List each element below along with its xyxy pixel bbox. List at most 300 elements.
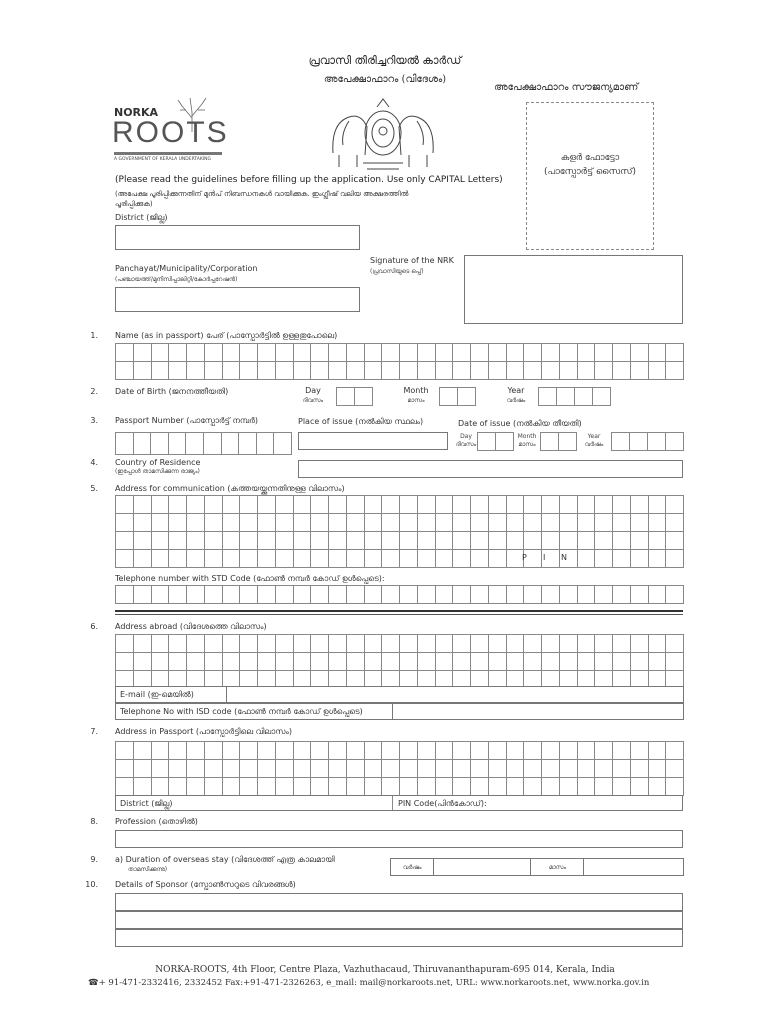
char-cell[interactable] <box>257 343 276 362</box>
char-cell[interactable] <box>115 343 134 362</box>
char-cell[interactable] <box>364 634 383 653</box>
dob-year-grid[interactable] <box>538 387 610 405</box>
char-cell[interactable] <box>151 759 170 778</box>
char-cell[interactable] <box>381 549 400 568</box>
char-cell[interactable] <box>133 495 152 514</box>
char-cell[interactable] <box>470 741 489 760</box>
char-cell[interactable] <box>648 634 667 653</box>
char-cell[interactable] <box>275 361 294 380</box>
char-cell[interactable] <box>204 361 223 380</box>
char-cell[interactable] <box>559 513 578 532</box>
char-cell[interactable] <box>310 634 329 653</box>
char-cell[interactable] <box>541 513 560 532</box>
char-cell[interactable] <box>470 549 489 568</box>
char-cell[interactable] <box>151 549 170 568</box>
char-cell[interactable] <box>364 585 383 604</box>
char-cell[interactable] <box>594 759 613 778</box>
char-cell[interactable] <box>186 361 205 380</box>
char-cell[interactable] <box>452 634 471 653</box>
char-cell[interactable] <box>577 549 596 568</box>
char-cell[interactable] <box>275 777 294 796</box>
char-cell[interactable] <box>204 777 223 796</box>
char-cell[interactable] <box>133 652 152 671</box>
char-cell[interactable] <box>470 777 489 796</box>
char-cell[interactable] <box>506 741 525 760</box>
char-cell[interactable] <box>435 652 454 671</box>
char-cell[interactable] <box>594 343 613 362</box>
char-cell[interactable] <box>381 343 400 362</box>
char-cell[interactable] <box>151 531 170 550</box>
char-cell[interactable] <box>186 531 205 550</box>
issue-month-grid[interactable] <box>540 432 576 450</box>
char-cell[interactable] <box>293 741 312 760</box>
char-cell[interactable] <box>457 387 476 406</box>
char-cell[interactable] <box>559 585 578 604</box>
char-cell[interactable] <box>523 585 542 604</box>
char-cell[interactable] <box>151 361 170 380</box>
char-cell[interactable] <box>222 513 241 532</box>
char-cell[interactable] <box>168 759 187 778</box>
char-cell[interactable] <box>310 741 329 760</box>
char-cell[interactable] <box>151 585 170 604</box>
char-cell[interactable] <box>399 634 418 653</box>
char-cell[interactable] <box>523 495 542 514</box>
char-cell[interactable] <box>594 652 613 671</box>
char-cell[interactable] <box>346 531 365 550</box>
char-cell[interactable] <box>523 759 542 778</box>
char-cell[interactable] <box>346 549 365 568</box>
char-cell[interactable] <box>168 585 187 604</box>
char-cell[interactable] <box>381 513 400 532</box>
char-cell[interactable] <box>168 634 187 653</box>
char-cell[interactable] <box>238 432 257 455</box>
char-cell[interactable] <box>115 361 134 380</box>
char-cell[interactable] <box>417 759 436 778</box>
sponsor-field-2[interactable] <box>115 911 683 929</box>
char-cell[interactable] <box>506 531 525 550</box>
char-cell[interactable] <box>488 652 507 671</box>
char-cell[interactable] <box>417 531 436 550</box>
char-cell[interactable] <box>115 531 134 550</box>
char-cell[interactable] <box>523 777 542 796</box>
char-cell[interactable] <box>204 513 223 532</box>
char-cell[interactable] <box>435 343 454 362</box>
char-cell[interactable] <box>222 361 241 380</box>
char-cell[interactable] <box>239 741 258 760</box>
char-cell[interactable] <box>399 343 418 362</box>
char-cell[interactable] <box>435 634 454 653</box>
char-cell[interactable] <box>612 361 631 380</box>
char-cell[interactable] <box>151 513 170 532</box>
char-cell[interactable] <box>293 777 312 796</box>
char-cell[interactable] <box>381 759 400 778</box>
char-cell[interactable] <box>399 513 418 532</box>
char-cell[interactable] <box>293 531 312 550</box>
signature-field[interactable] <box>464 255 683 324</box>
char-cell[interactable] <box>435 585 454 604</box>
passport-address-grid[interactable] <box>115 741 683 795</box>
char-cell[interactable] <box>364 549 383 568</box>
char-cell[interactable] <box>594 585 613 604</box>
char-cell[interactable] <box>239 495 258 514</box>
char-cell[interactable] <box>470 652 489 671</box>
char-cell[interactable] <box>293 634 312 653</box>
char-cell[interactable] <box>310 513 329 532</box>
char-cell[interactable] <box>151 495 170 514</box>
char-cell[interactable] <box>630 652 649 671</box>
char-cell[interactable] <box>239 513 258 532</box>
char-cell[interactable] <box>630 495 649 514</box>
char-cell[interactable] <box>452 495 471 514</box>
char-cell[interactable] <box>204 652 223 671</box>
char-cell[interactable] <box>328 495 347 514</box>
char-cell[interactable] <box>665 343 684 362</box>
char-cell[interactable] <box>647 432 666 451</box>
char-cell[interactable] <box>452 777 471 796</box>
char-cell[interactable] <box>577 741 596 760</box>
char-cell[interactable] <box>612 495 631 514</box>
char-cell[interactable] <box>594 531 613 550</box>
char-cell[interactable] <box>559 495 578 514</box>
char-cell[interactable] <box>435 495 454 514</box>
char-cell[interactable] <box>222 777 241 796</box>
char-cell[interactable] <box>435 759 454 778</box>
char-cell[interactable] <box>488 759 507 778</box>
district-field[interactable] <box>115 225 360 250</box>
char-cell[interactable] <box>364 343 383 362</box>
char-cell[interactable] <box>417 549 436 568</box>
char-cell[interactable] <box>133 585 152 604</box>
char-cell[interactable] <box>186 549 205 568</box>
char-cell[interactable] <box>257 495 276 514</box>
char-cell[interactable] <box>133 531 152 550</box>
char-cell[interactable] <box>168 777 187 796</box>
char-cell[interactable] <box>488 531 507 550</box>
char-cell[interactable] <box>523 634 542 653</box>
char-cell[interactable] <box>204 759 223 778</box>
char-cell[interactable] <box>470 585 489 604</box>
char-cell[interactable] <box>222 652 241 671</box>
char-cell[interactable] <box>470 343 489 362</box>
char-cell[interactable] <box>577 777 596 796</box>
char-cell[interactable] <box>506 652 525 671</box>
char-cell[interactable] <box>186 343 205 362</box>
char-cell[interactable] <box>257 585 276 604</box>
char-cell[interactable] <box>594 361 613 380</box>
char-cell[interactable] <box>168 495 187 514</box>
char-cell[interactable] <box>630 585 649 604</box>
char-cell[interactable] <box>346 652 365 671</box>
char-cell[interactable] <box>381 634 400 653</box>
char-cell[interactable] <box>204 495 223 514</box>
email-field[interactable] <box>226 686 684 703</box>
char-cell[interactable] <box>612 741 631 760</box>
char-cell[interactable] <box>168 531 187 550</box>
char-cell[interactable] <box>559 343 578 362</box>
char-cell[interactable] <box>488 634 507 653</box>
char-cell[interactable] <box>630 361 649 380</box>
char-cell[interactable] <box>328 585 347 604</box>
panchayat-field[interactable] <box>115 287 360 312</box>
char-cell[interactable] <box>612 531 631 550</box>
char-cell[interactable] <box>648 513 667 532</box>
char-cell[interactable] <box>185 432 204 455</box>
char-cell[interactable] <box>328 361 347 380</box>
char-cell[interactable] <box>133 513 152 532</box>
char-cell[interactable] <box>239 549 258 568</box>
char-cell[interactable] <box>506 343 525 362</box>
char-cell[interactable] <box>470 361 489 380</box>
char-cell[interactable] <box>275 513 294 532</box>
char-cell[interactable] <box>275 549 294 568</box>
char-cell[interactable] <box>523 343 542 362</box>
char-cell[interactable] <box>648 777 667 796</box>
char-cell[interactable] <box>594 741 613 760</box>
char-cell[interactable] <box>133 777 152 796</box>
char-cell[interactable] <box>665 652 684 671</box>
char-cell[interactable] <box>239 652 258 671</box>
char-cell[interactable] <box>150 432 169 455</box>
char-cell[interactable] <box>115 741 134 760</box>
char-cell[interactable] <box>293 495 312 514</box>
char-cell[interactable] <box>186 759 205 778</box>
char-cell[interactable] <box>186 741 205 760</box>
char-cell[interactable] <box>204 343 223 362</box>
char-cell[interactable] <box>293 513 312 532</box>
char-cell[interactable] <box>541 531 560 550</box>
char-cell[interactable] <box>328 343 347 362</box>
passport-grid[interactable] <box>115 432 291 454</box>
char-cell[interactable] <box>222 549 241 568</box>
char-cell[interactable] <box>168 652 187 671</box>
char-cell[interactable] <box>381 585 400 604</box>
char-cell[interactable] <box>488 585 507 604</box>
char-cell[interactable] <box>612 343 631 362</box>
char-cell[interactable] <box>488 741 507 760</box>
char-cell[interactable] <box>293 585 312 604</box>
char-cell[interactable] <box>630 741 649 760</box>
char-cell[interactable] <box>399 652 418 671</box>
char-cell[interactable] <box>470 495 489 514</box>
char-cell[interactable] <box>558 432 577 451</box>
char-cell[interactable] <box>612 513 631 532</box>
char-cell[interactable] <box>310 531 329 550</box>
char-cell[interactable] <box>630 634 649 653</box>
char-cell[interactable] <box>665 495 684 514</box>
char-cell[interactable] <box>293 759 312 778</box>
char-cell[interactable] <box>435 513 454 532</box>
char-cell[interactable] <box>257 652 276 671</box>
char-cell[interactable] <box>310 652 329 671</box>
char-cell[interactable] <box>328 531 347 550</box>
char-cell[interactable] <box>204 585 223 604</box>
char-cell[interactable] <box>364 777 383 796</box>
char-cell[interactable] <box>275 585 294 604</box>
char-cell[interactable] <box>399 531 418 550</box>
char-cell[interactable] <box>417 361 436 380</box>
char-cell[interactable] <box>506 513 525 532</box>
char-cell[interactable] <box>417 495 436 514</box>
char-cell[interactable] <box>186 495 205 514</box>
char-cell[interactable] <box>186 777 205 796</box>
char-cell[interactable] <box>506 495 525 514</box>
char-cell[interactable] <box>592 387 611 406</box>
char-cell[interactable] <box>168 432 187 455</box>
char-cell[interactable] <box>630 531 649 550</box>
char-cell[interactable] <box>257 741 276 760</box>
char-cell[interactable] <box>222 741 241 760</box>
char-cell[interactable] <box>559 777 578 796</box>
char-cell[interactable] <box>648 343 667 362</box>
char-cell[interactable] <box>115 652 134 671</box>
char-cell[interactable] <box>435 741 454 760</box>
char-cell[interactable] <box>239 777 258 796</box>
char-cell[interactable] <box>151 741 170 760</box>
char-cell[interactable] <box>630 513 649 532</box>
char-cell[interactable] <box>239 585 258 604</box>
char-cell[interactable] <box>346 741 365 760</box>
char-cell[interactable] <box>417 741 436 760</box>
char-cell[interactable] <box>115 549 134 568</box>
char-cell[interactable] <box>559 652 578 671</box>
char-cell[interactable] <box>594 777 613 796</box>
char-cell[interactable] <box>168 513 187 532</box>
char-cell[interactable] <box>665 777 684 796</box>
char-cell[interactable] <box>310 495 329 514</box>
char-cell[interactable] <box>577 531 596 550</box>
char-cell[interactable] <box>222 759 241 778</box>
char-cell[interactable] <box>648 759 667 778</box>
sponsor-field-3[interactable] <box>115 929 683 947</box>
char-cell[interactable] <box>346 361 365 380</box>
char-cell[interactable] <box>133 759 152 778</box>
char-cell[interactable] <box>257 634 276 653</box>
char-cell[interactable] <box>222 585 241 604</box>
char-cell[interactable] <box>222 634 241 653</box>
isd-phone-field[interactable] <box>392 703 684 720</box>
char-cell[interactable] <box>275 343 294 362</box>
char-cell[interactable] <box>523 513 542 532</box>
char-cell[interactable] <box>293 361 312 380</box>
char-cell[interactable] <box>452 513 471 532</box>
char-cell[interactable] <box>346 513 365 532</box>
char-cell[interactable] <box>275 759 294 778</box>
char-cell[interactable] <box>381 495 400 514</box>
char-cell[interactable] <box>470 531 489 550</box>
char-cell[interactable] <box>538 387 557 406</box>
char-cell[interactable] <box>381 361 400 380</box>
char-cell[interactable] <box>310 759 329 778</box>
char-cell[interactable] <box>559 361 578 380</box>
char-cell[interactable] <box>452 343 471 362</box>
char-cell[interactable] <box>559 759 578 778</box>
char-cell[interactable] <box>506 634 525 653</box>
char-cell[interactable] <box>470 634 489 653</box>
char-cell[interactable] <box>257 759 276 778</box>
char-cell[interactable] <box>239 361 258 380</box>
char-cell[interactable] <box>310 777 329 796</box>
char-cell[interactable] <box>523 741 542 760</box>
char-cell[interactable] <box>328 759 347 778</box>
char-cell[interactable] <box>346 634 365 653</box>
char-cell[interactable] <box>336 387 355 406</box>
char-cell[interactable] <box>648 495 667 514</box>
char-cell[interactable] <box>239 531 258 550</box>
char-cell[interactable] <box>541 361 560 380</box>
char-cell[interactable] <box>328 652 347 671</box>
char-cell[interactable] <box>648 549 667 568</box>
char-cell[interactable] <box>452 549 471 568</box>
char-cell[interactable] <box>115 759 134 778</box>
name-grid[interactable] <box>115 343 683 379</box>
char-cell[interactable] <box>648 531 667 550</box>
char-cell[interactable] <box>115 585 134 604</box>
char-cell[interactable] <box>203 432 222 455</box>
char-cell[interactable] <box>577 513 596 532</box>
char-cell[interactable] <box>151 777 170 796</box>
char-cell[interactable] <box>477 432 496 451</box>
char-cell[interactable] <box>648 361 667 380</box>
char-cell[interactable] <box>665 361 684 380</box>
char-cell[interactable] <box>665 585 684 604</box>
char-cell[interactable] <box>541 652 560 671</box>
char-cell[interactable] <box>364 513 383 532</box>
char-cell[interactable] <box>346 343 365 362</box>
char-cell[interactable] <box>577 585 596 604</box>
char-cell[interactable] <box>452 361 471 380</box>
char-cell[interactable] <box>239 343 258 362</box>
char-cell[interactable] <box>541 777 560 796</box>
char-cell[interactable] <box>381 652 400 671</box>
char-cell[interactable] <box>452 531 471 550</box>
char-cell[interactable] <box>594 495 613 514</box>
char-cell[interactable] <box>488 361 507 380</box>
char-cell[interactable] <box>612 759 631 778</box>
duration-year-field[interactable] <box>433 858 531 876</box>
char-cell[interactable] <box>611 432 630 451</box>
char-cell[interactable] <box>470 759 489 778</box>
dob-month-grid[interactable] <box>439 387 475 405</box>
char-cell[interactable] <box>310 343 329 362</box>
char-cell[interactable] <box>612 652 631 671</box>
char-cell[interactable] <box>559 634 578 653</box>
char-cell[interactable] <box>612 549 631 568</box>
char-cell[interactable] <box>435 777 454 796</box>
char-cell[interactable] <box>577 652 596 671</box>
char-cell[interactable] <box>257 513 276 532</box>
telephone-std-grid[interactable] <box>115 585 683 603</box>
char-cell[interactable] <box>577 759 596 778</box>
char-cell[interactable] <box>417 585 436 604</box>
char-cell[interactable] <box>310 549 329 568</box>
char-cell[interactable] <box>488 777 507 796</box>
profession-field[interactable] <box>115 830 683 848</box>
char-cell[interactable] <box>399 585 418 604</box>
char-cell[interactable] <box>221 432 240 455</box>
char-cell[interactable] <box>364 495 383 514</box>
char-cell[interactable] <box>540 432 559 451</box>
char-cell[interactable] <box>417 652 436 671</box>
char-cell[interactable] <box>204 634 223 653</box>
address-comm-grid[interactable] <box>115 495 683 567</box>
char-cell[interactable] <box>665 634 684 653</box>
char-cell[interactable] <box>648 585 667 604</box>
char-cell[interactable] <box>328 777 347 796</box>
char-cell[interactable] <box>506 777 525 796</box>
char-cell[interactable] <box>328 549 347 568</box>
char-cell[interactable] <box>435 531 454 550</box>
char-cell[interactable] <box>488 343 507 362</box>
